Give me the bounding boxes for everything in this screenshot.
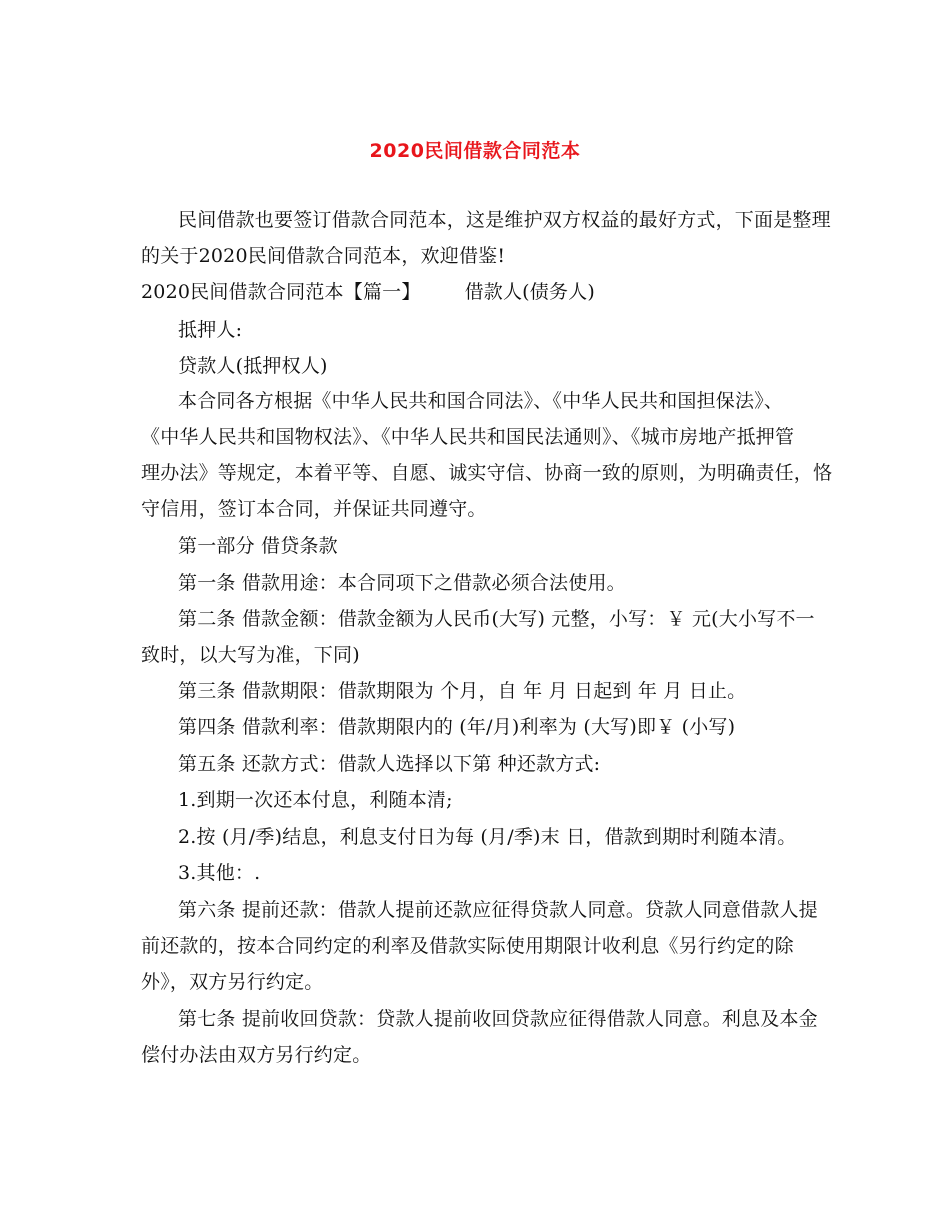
paragraph-line: 《中华人民共和国物权法》、《中华人民共和国民法通则》、《城市房地产抵押管 [141,426,795,448]
paragraph-line: 抵押人: [178,319,243,341]
list-item: 3.其他：. [178,862,261,884]
article-line: 第一条 借款用途：本合同项下之借款必须合法使用。 [178,572,626,594]
paragraph-line: 前还款的，按本合同约定的利率及借款实际使用期限计收利息《另行约定的除 [141,935,794,957]
borrower-label: 借款人(债务人) [464,281,595,303]
list-item: 1.到期一次还本付息，利随本清; [178,789,453,811]
article-line: 第七条 提前收回贷款：贷款人提前收回贷款应征得借款人同意。利息及本金 [178,1008,818,1030]
paragraph-line: 的关于2020民间借款合同范本，欢迎借鉴! [141,245,506,267]
article-line: 第五条 还款方式：借款人选择以下第 种还款方式: [178,753,601,775]
paragraph-line: 贷款人(抵押权人) [178,355,328,377]
article-line: 第二条 借款金额：借款金额为人民币(大写) 元整，小写：￥ 元(大小写不一 [178,608,815,630]
article-line: 第六条 提前还款：借款人提前还款应征得贷款人同意。贷款人同意借款人提 [178,899,818,921]
article-line: 第四条 借款利率：借款期限内的 (年/月)利率为 (大写)即￥ (小写) [178,716,736,738]
document-title: 2020民间借款合同范本 [369,140,581,162]
paragraph-line: 本合同各方根据《中华人民共和国合同法》、《中华人民共和国担保法》、 [178,390,784,412]
part-heading: 第一部分 借贷条款 [178,535,338,557]
paragraph-line: 致时，以大写为准，下同) [141,644,360,666]
paragraph-line: 外》，双方另行约定。 [141,971,324,993]
article-line: 第三条 借款期限：借款期限为 个月，自 年 月 日起到 年 月 日止。 [178,680,747,702]
list-item: 2.按 (月/季)结息，利息支付日为每 (月/季)末 日，借款到期时利随本清。 [178,826,797,848]
paragraph-line: 民间借款也要签订借款合同范本，这是维护双方权益的最好方式，下面是整理 [178,209,831,231]
paragraph-line: 理办法》等规定，本着平等、自愿、诚实守信、协商一致的原则，为明确责任，恪 [141,462,833,484]
section-heading-line [141,280,595,304]
paragraph-line: 守信用，签订本合同，并保证共同遵守。 [141,498,487,520]
section-heading: 2020民间借款合同范本【篇一】 [141,281,421,303]
paragraph-line: 偿付办法由双方另行约定。 [141,1044,372,1066]
